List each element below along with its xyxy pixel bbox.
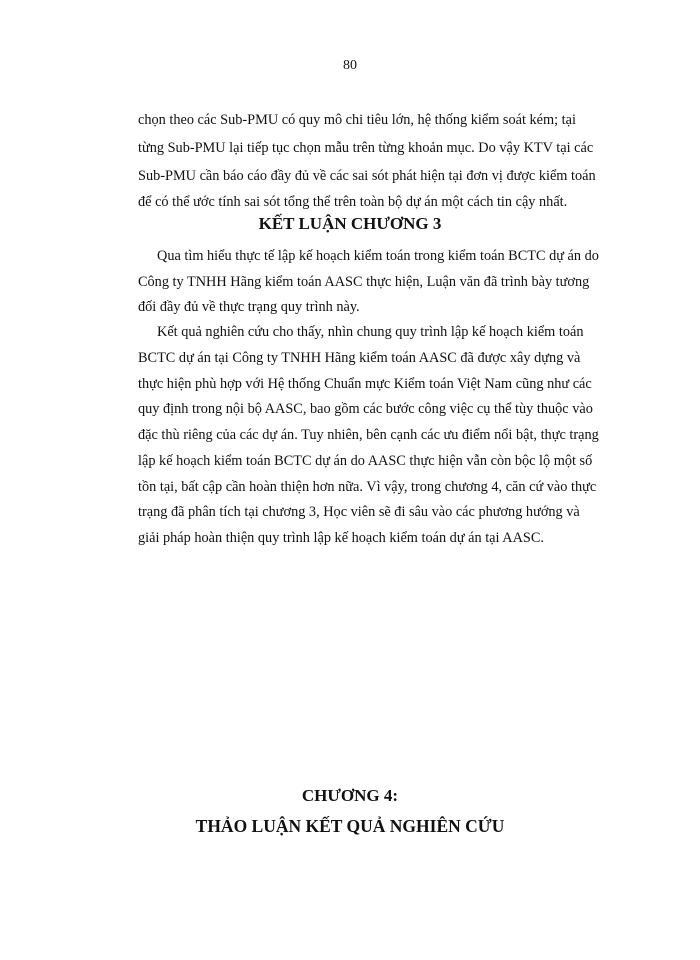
conclusion-p2-line: trạng đã phân tích tại chương 3, Học viên sẽ đi sâu vào các phương hướng và [138,504,580,520]
conclusion-p2-line: quy định trong nội bộ AASC, bao gồm các bước công việc cụ thể tùy thuộc vào [138,401,593,417]
conclusion-title: KẾT LUẬN CHƯƠNG 3 [258,214,442,233]
intro-line: Sub-PMU cần báo cáo đầy đủ về các sai sót phát hiện tại đơn vị được kiểm toán [138,168,596,184]
conclusion-p1-line: Qua tìm hiểu thực tế lập kế hoạch kiểm toán trong kiểm toán BCTC dự án do [157,248,599,264]
intro-line: chọn theo các Sub-PMU có quy mô chi tiêu lớn, hệ thống kiểm soát kém; tại [138,112,576,128]
conclusion-p1-line: Công ty TNHH Hãng kiểm toán AASC thực hiện, Luận văn đã trình bày tương [138,274,590,290]
chapter-label: CHƯƠNG 4: [301,786,399,805]
page-number: 80 [343,58,357,73]
conclusion-p2-line: tồn tại, bất cập cần hoàn thiện hơn nữa. Vì vậy, trong chương 4, căn cứ vào thực [138,479,597,495]
conclusion-p2-line: giải pháp hoàn thiện quy trình lập kế hoạch kiểm toán dự án tại AASC. [138,530,544,546]
conclusion-p2-line: thực hiện phù hợp với Hệ thống Chuẩn mực Kiểm toán Việt Nam cũng như các [138,376,592,392]
intro-line: từng Sub-PMU lại tiếp tục chọn mẫu trên từng khoản mục. Do vậy KTV tại các [138,140,594,156]
conclusion-p2-line: đặc thù riêng của các dự án. Tuy nhiên, bên cạnh các ưu điểm nổi bật, thực trạng [138,427,599,443]
conclusion-p2-line: BCTC dự án tại Công ty TNHH Hãng kiểm toán AASC đã được xây dựng và [138,350,581,366]
conclusion-p2-line: lập kế hoạch kiểm toán BCTC dự án do AASC thực hiện vẫn còn bộc lộ một số [138,453,593,469]
conclusion-p2-line: Kết quả nghiên cứu cho thấy, nhìn chung quy trình lập kế hoạch kiểm toán [157,324,584,340]
intro-line: để có thể ước tính sai sót tổng thể trên toàn bộ dự án một cách tin cậy nhất. [138,194,568,210]
conclusion-p1-line: đối đầy đủ về thực trạng quy trình này. [138,299,360,315]
chapter-title: THẢO LUẬN KẾT QUẢ NGHIÊN CỨU [195,816,505,836]
